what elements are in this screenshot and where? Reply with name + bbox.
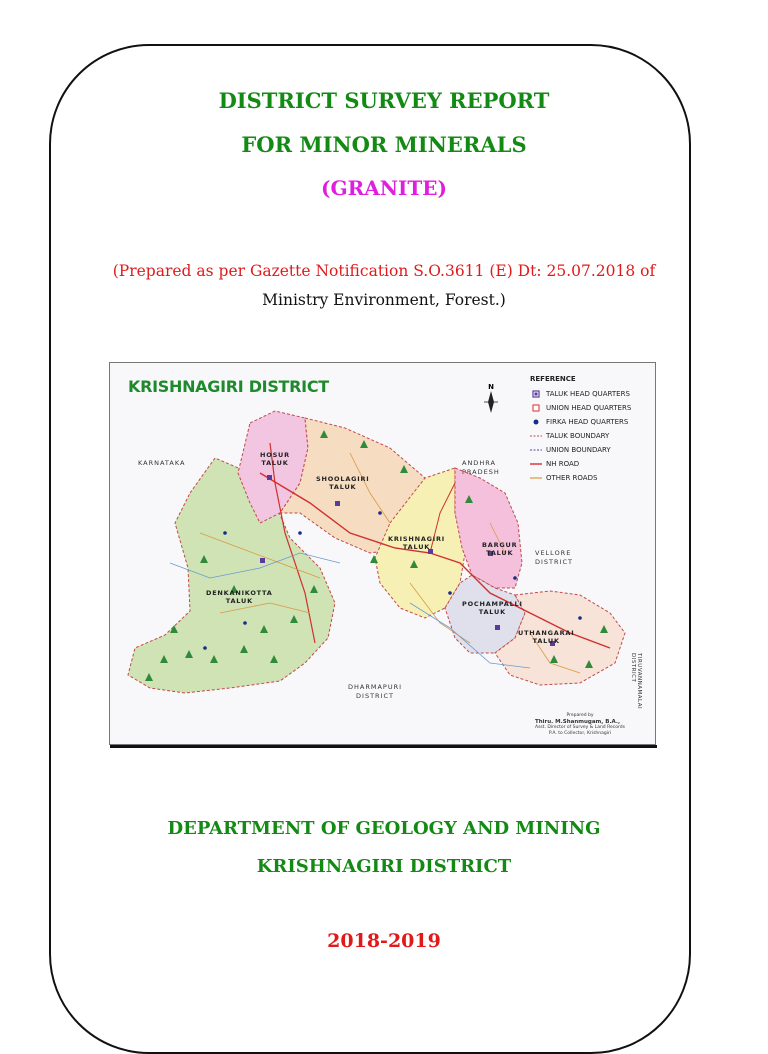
dot-icon	[530, 418, 542, 426]
legend-label: NH ROAD	[546, 460, 580, 468]
legend-item	[530, 457, 631, 471]
taluk-label-pochampalli: POCHAMPALLI TALUK	[462, 600, 523, 616]
credit-prepared-by: Prepared by	[566, 713, 594, 718]
report-title-line1: DISTRICT SURVEY REPORT	[218, 88, 550, 113]
report-year: 2018-2019	[327, 930, 441, 952]
region-label-karnataka: KARNATAKA	[138, 459, 186, 467]
legend-item	[530, 429, 631, 443]
region-bargur	[455, 468, 522, 588]
north-label: N	[488, 383, 494, 391]
map-title: KRISHNAGIRI DISTRICT	[128, 377, 329, 396]
line-icon	[530, 462, 542, 466]
report-subtitle-granite: (GRANITE)	[321, 176, 447, 200]
dashed-line-icon	[530, 448, 542, 452]
district-map	[109, 362, 656, 745]
map-credit	[535, 713, 625, 737]
map-underline	[110, 745, 657, 748]
legend-item	[530, 471, 631, 485]
legend-item	[530, 401, 631, 415]
legend-item	[530, 415, 631, 429]
taluk-label-shoolagiri: SHOOLAGIRI TALUK	[316, 475, 370, 491]
taluk-label-denkanikotta: DENKANIKOTTA TALUK	[206, 589, 273, 605]
department-district: KRISHNAGIRI DISTRICT	[256, 856, 512, 877]
credit-name: Thiru. M.Shanmugam, B.A.,	[535, 719, 621, 725]
compass-icon	[484, 391, 498, 413]
legend-item	[530, 443, 631, 457]
region-label-tiruvannamalai: TIRUVANNAMALAI DISTRICT	[630, 653, 642, 710]
report-title-line2: FOR MINOR MINERALS	[241, 132, 527, 157]
taluk-label-hosur: HOSUR TALUK	[260, 451, 290, 467]
credit-role: P.A. to Collector, Krishnagiri	[548, 731, 612, 736]
credit-role: Asst. Director of Survey & Land Records	[535, 725, 625, 730]
department-name: DEPARTMENT OF GEOLOGY AND MINING	[167, 818, 601, 839]
legend-label: OTHER ROADS	[546, 474, 598, 482]
square-outline-icon	[530, 404, 542, 412]
legend-item	[530, 387, 631, 401]
region-label-vellore: VELLORE DISTRICT	[535, 549, 573, 566]
region-label-dharmapuri: DHARMAPURI DISTRICT	[348, 683, 403, 700]
taluk-label-krishnagiri: KRISHNAGIRI TALUK	[388, 535, 446, 551]
north-arrow	[484, 383, 498, 415]
taluk-label-bargur: BARGUR TALUK	[482, 541, 518, 557]
taluk-label-uthangarai: UTHANGARAI TALUK	[518, 629, 575, 645]
legend-heading: REFERENCE	[530, 375, 576, 383]
map-legend	[530, 375, 631, 485]
legend-label: UNION BOUNDARY	[546, 446, 611, 454]
legend-label: UNION HEAD QUARTERS	[546, 404, 632, 412]
square-icon	[530, 390, 542, 398]
dashed-line-icon	[530, 434, 542, 438]
legend-label: TALUK BOUNDARY	[546, 432, 610, 440]
line-icon	[530, 476, 542, 480]
gazette-notification-line1: (Prepared as per Gazette Notification S.O.3611 (E) Dt: 25.07.2018 of	[112, 262, 656, 280]
region-label-andhra: ANDHRA PRADESH	[462, 459, 500, 476]
gazette-notification-line2: Ministry Environment, Forest.)	[262, 291, 506, 309]
legend-label: TALUK HEAD QUARTERS	[546, 390, 630, 398]
legend-label: FIRKA HEAD QUARTERS	[546, 418, 629, 426]
